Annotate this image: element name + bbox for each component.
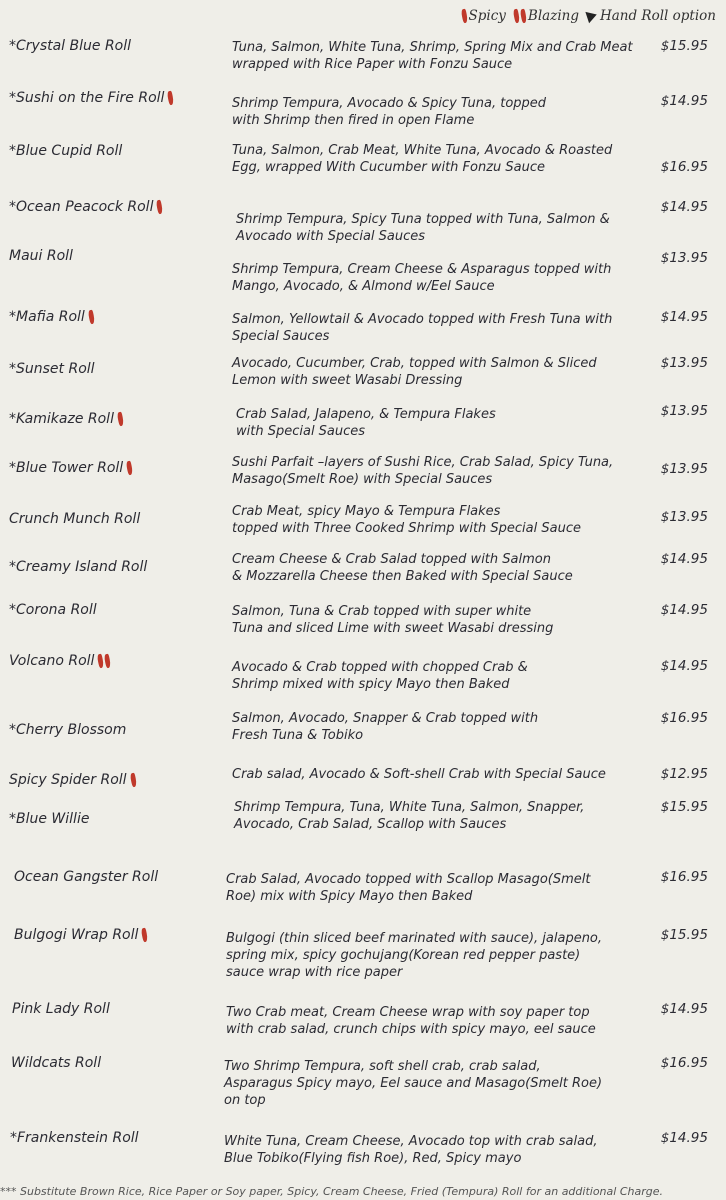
description-line: on top (224, 1093, 266, 1108)
description-line: Mango, Avocado, & Almond w/Eel Sauce (232, 279, 495, 294)
item-name (9, 653, 112, 669)
legend-spicy-label: Spicy (468, 8, 506, 24)
item-price: $16.95 (660, 159, 708, 175)
item-price: $14.95 (660, 658, 708, 674)
item-name-text: Crunch Munch Roll (9, 511, 141, 527)
item-price: $15.95 (660, 927, 708, 943)
item-description (224, 1058, 644, 1109)
description-line: Lemon with sweet Wasabi Dressing (232, 373, 463, 388)
description-line: & Mozzarella Cheese then Baked with Special Sauce (232, 569, 573, 584)
description-line: Salmon, Tuna & Crab topped with super white (232, 604, 532, 619)
description-line: spring mix, spicy gochujang(Korean red pepper paste) (226, 948, 581, 963)
description-line: Avocado & Crab topped with chopped Crab & (232, 660, 528, 675)
item-price: $13.95 (660, 509, 708, 525)
item-name (9, 460, 134, 476)
description-line: Two Crab meat, Cream Cheese wrap with soy paper top (226, 1005, 590, 1020)
spicy-icon (157, 200, 164, 214)
item-name (9, 38, 131, 54)
legend-hand-roll (587, 8, 716, 24)
item-name (9, 309, 96, 325)
pepper-icon (87, 310, 95, 325)
item-description (236, 406, 656, 440)
item-description (232, 355, 652, 389)
item-name (11, 1055, 101, 1071)
item-name (9, 722, 126, 738)
legend-blazing (514, 8, 579, 24)
pepper-icon (117, 412, 125, 427)
item-price: $14.95 (660, 199, 708, 215)
item-description (232, 39, 652, 73)
description-line: Tuna, Salmon, Crab Meat, White Tuna, Avocado & Roasted (232, 143, 613, 158)
item-name (9, 411, 125, 427)
description-line: Cream Cheese & Crab Salad topped with Salmon (232, 552, 551, 567)
description-line: White Tuna, Cream Cheese, Avocado top with crab salad, (224, 1134, 598, 1149)
spicy-icon (118, 412, 125, 426)
description-line: Crab Salad, Jalapeno, & Tempura Flakes (236, 407, 496, 422)
item-name (14, 869, 158, 885)
item-name-text: *Sushi on the Fire Roll (9, 90, 165, 106)
legend-blazing-label: Blazing (527, 8, 579, 24)
description-line: wrapped with Rice Paper with Fonzu Sauce (232, 57, 513, 72)
description-line: Crab salad, Avocado & Soft-shell Crab with Special Sauce (232, 767, 606, 782)
item-name (14, 927, 149, 943)
item-name-text: *Mafia Roll (9, 309, 85, 325)
blazing-icon (98, 654, 112, 668)
description-line: with Shrimp then fired in open Flame (232, 113, 475, 128)
description-line: Blue Tobiko(Flying fish Roe), Red, Spicy mayo (224, 1151, 522, 1166)
item-name-text: Wildcats Roll (11, 1055, 102, 1071)
item-price: $16.95 (660, 869, 708, 885)
item-name-text: *Cherry Blossom (9, 722, 127, 738)
item-name (9, 559, 147, 575)
item-description (224, 1133, 644, 1167)
item-name (9, 143, 122, 159)
item-description (236, 211, 656, 245)
item-price: $13.95 (660, 250, 708, 266)
item-name-text: *Sunset Roll (9, 361, 95, 377)
item-name (9, 361, 95, 377)
description-line: Shrimp Tempura, Avocado & Spicy Tuna, topped (232, 96, 547, 111)
item-name (9, 772, 138, 788)
item-name-text: *Ocean Peacock Roll (9, 199, 154, 215)
description-line: Fresh Tuna & Tobiko (232, 728, 364, 743)
item-description (234, 799, 654, 833)
item-description (226, 1004, 646, 1038)
item-name (9, 511, 140, 527)
item-description (232, 710, 652, 744)
item-description (232, 142, 652, 176)
item-description (226, 871, 646, 905)
item-name-text: *Corona Roll (9, 602, 97, 618)
pepper-icon (141, 928, 149, 943)
item-name (9, 602, 97, 618)
description-line: Two Shrimp Tempura, soft shell crab, crab salad, (224, 1059, 541, 1074)
pepper-icon (460, 9, 468, 24)
item-price: $16.95 (660, 1055, 708, 1071)
item-name (9, 90, 175, 106)
item-price: $13.95 (660, 461, 708, 477)
description-line: Crab Salad, Avocado topped with Scallop Masago(Smelt (226, 872, 591, 887)
item-name-text: Pink Lady Roll (12, 1001, 110, 1017)
item-name-text: Bulgogi Wrap Roll (14, 927, 139, 943)
description-line: Asparagus Spicy mayo, Eel sauce and Masago(Smelt Roe) (224, 1076, 603, 1091)
item-price: $14.95 (660, 602, 708, 618)
description-line: Egg, wrapped With Cucumber with Fonzu Sauce (232, 160, 546, 175)
item-name (10, 1130, 139, 1146)
item-name-text: *Creamy Island Roll (9, 559, 148, 575)
description-line: Bulgogi (thin sliced beef marinated with sauce), jalapeno, (226, 931, 603, 946)
item-description (232, 603, 652, 637)
description-line: Shrimp Tempura, Cream Cheese & Asparagus topped with (232, 262, 612, 277)
description-line: Shrimp mixed with spicy Mayo then Baked (232, 677, 510, 692)
item-price: $15.95 (660, 799, 708, 815)
item-price: $14.95 (660, 1130, 708, 1146)
spicy-icon (168, 91, 175, 105)
item-name-text: Maui Roll (9, 248, 73, 264)
pepper-icon (129, 773, 137, 788)
description-line: with crab salad, crunch chips with spicy mayo, eel sauce (226, 1022, 596, 1037)
item-description (232, 659, 652, 693)
item-name (9, 199, 164, 215)
item-price: $13.95 (660, 403, 708, 419)
item-description (226, 930, 646, 981)
description-line: Avocado with Special Sauces (236, 229, 426, 244)
item-description (232, 503, 652, 537)
item-price: $16.95 (660, 710, 708, 726)
item-description (232, 311, 652, 345)
description-line: Roe) mix with Spicy Mayo then Baked (226, 889, 473, 904)
item-name-text: Spicy Spider Roll (9, 772, 127, 788)
item-description (232, 261, 652, 295)
item-description (232, 766, 652, 783)
description-line: Avocado, Crab Salad, Scallop with Sauces (234, 817, 507, 832)
description-line: Tuna and sliced Lime with sweet Wasabi dressing (232, 621, 554, 636)
description-line: Masago(Smelt Roe) with Special Sauces (232, 472, 493, 487)
item-price: $13.95 (660, 355, 708, 371)
pepper-icon (104, 654, 112, 669)
description-line: Sushi Parfait –layers of Sushi Rice, Crab Salad, Spicy Tuna, (232, 455, 614, 470)
description-line: topped with Three Cooked Shrimp with Special Sauce (232, 521, 581, 536)
pepper-icon (126, 461, 134, 476)
item-name-text: *Blue Willie (9, 811, 90, 827)
item-name (9, 811, 89, 827)
item-description (232, 95, 652, 129)
item-name-text: Ocean Gangster Roll (14, 869, 159, 885)
pepper-icon (520, 9, 528, 24)
item-name (9, 248, 73, 264)
description-line: Special Sauces (232, 329, 330, 344)
description-line: Crab Meat, spicy Mayo & Tempura Flakes (232, 504, 501, 519)
description-line: Salmon, Yellowtail & Avocado topped with Fresh Tuna with (232, 312, 613, 327)
description-line: sauce wrap with rice paper (226, 965, 403, 980)
item-name-text: *Blue Tower Roll (9, 460, 124, 476)
description-line: Shrimp Tempura, Spicy Tuna topped with Tuna, Salmon & (236, 212, 610, 227)
item-price: $14.95 (660, 309, 708, 325)
item-name-text: Volcano Roll (9, 653, 95, 669)
pepper-icon (167, 91, 175, 106)
spicy-icon (89, 310, 96, 324)
spicy-icon (131, 773, 138, 787)
pepper-icon (513, 9, 521, 24)
item-price: $15.95 (660, 38, 708, 54)
hand-roll-icon (585, 9, 598, 24)
description-line: Avocado, Cucumber, Crab, topped with Salmon & Sliced (232, 356, 597, 371)
item-price: $14.95 (660, 93, 708, 109)
item-price: $12.95 (660, 766, 708, 782)
item-name-text: *Frankenstein Roll (10, 1130, 139, 1146)
legend-hand-roll-label: Hand Roll option (599, 8, 716, 24)
pepper-icon (156, 200, 164, 215)
item-description (232, 454, 652, 488)
footer-note: *** Substitute Brown Rice, Rice Paper or Soy paper, Spicy, Cream Cheese, Fried (Tempura) Roll for an additional Charge. (0, 1185, 663, 1198)
legend (456, 8, 716, 24)
description-line: Shrimp Tempura, Tuna, White Tuna, Salmon, Snapper, (234, 800, 585, 815)
spicy-icon (142, 928, 149, 942)
spicy-icon (127, 461, 134, 475)
item-price: $14.95 (660, 551, 708, 567)
item-name (12, 1001, 110, 1017)
item-name-text: *Blue Cupid Roll (9, 143, 123, 159)
description-line: with Special Sauces (236, 424, 366, 439)
item-name-text: *Kamikaze Roll (9, 411, 114, 427)
description-line: Tuna, Salmon, White Tuna, Shrimp, Spring Mix and Crab Meat (232, 40, 633, 55)
item-description (232, 551, 652, 585)
item-price: $14.95 (660, 1001, 708, 1017)
item-name-text: *Crystal Blue Roll (9, 38, 132, 54)
legend-spicy (462, 8, 506, 24)
description-line: Salmon, Avocado, Snapper & Crab topped with (232, 711, 539, 726)
